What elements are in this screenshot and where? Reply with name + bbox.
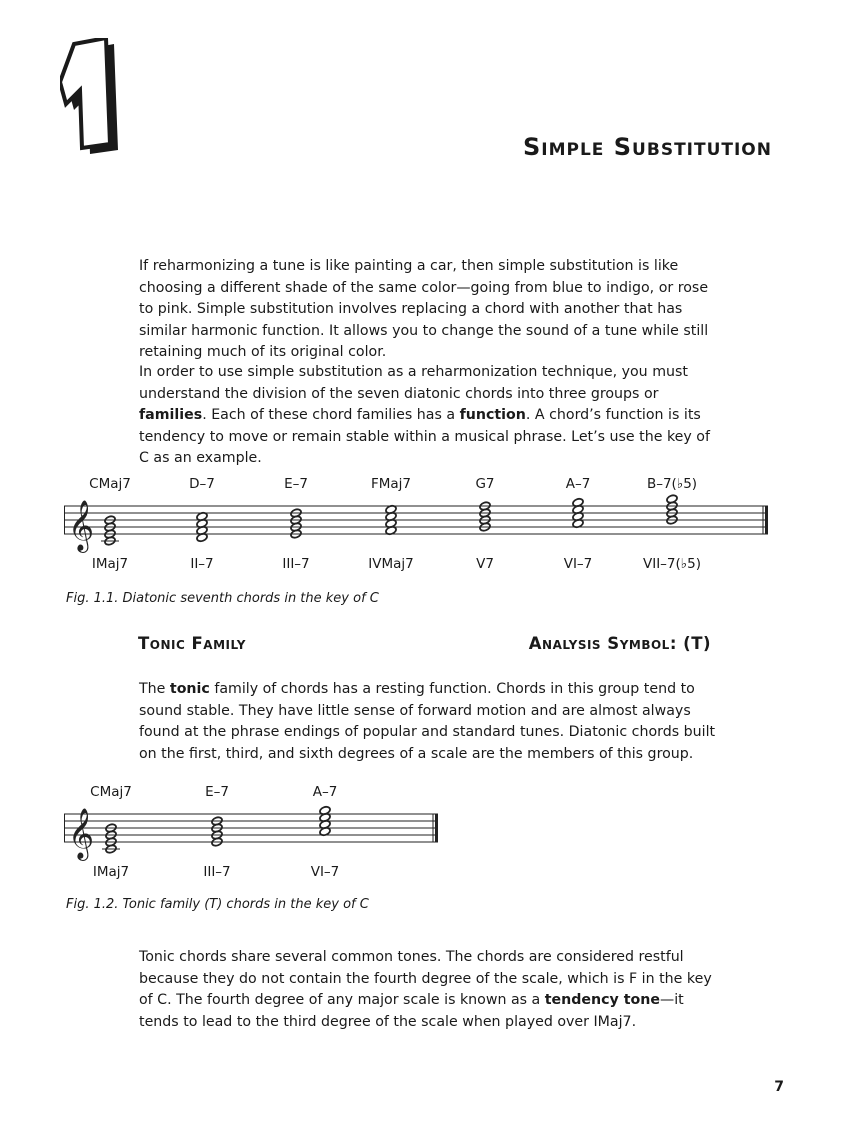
roman-numeral: VI–7 xyxy=(563,556,593,572)
roman-numeral: III–7 xyxy=(203,864,231,880)
chord-symbol: E–7 xyxy=(205,784,229,800)
tonic-paragraph: The tonic family of chords has a resting function. Chords in this group tend to sound stable. They have little sense of forward motion and are almost always found at the phrase endings of popular and standard tunes. Diatonic chords built on the first, third, and sixth degrees of a scale are the members of this group. xyxy=(139,681,716,762)
figure-tonic-family-chords xyxy=(64,778,440,888)
roman-numeral: IVMaj7 xyxy=(368,556,414,572)
chapter-title: Simple Substitution xyxy=(522,133,772,161)
chord-symbol: G7 xyxy=(475,476,495,492)
roman-numeral: III–7 xyxy=(282,556,310,572)
roman-numeral: VI–7 xyxy=(310,864,340,880)
roman-numeral: V7 xyxy=(476,556,494,572)
chord-symbol: E–7 xyxy=(284,476,308,492)
treble-clef-icon: 𝄞 xyxy=(68,500,95,551)
chord-symbol: A–7 xyxy=(565,476,591,492)
roman-numeral: II–7 xyxy=(190,556,214,572)
figure-1-caption: Fig. 1.1. Diatonic seventh chords in the key of C xyxy=(66,591,379,606)
chord-symbol: FMaj7 xyxy=(370,476,412,492)
chapter-number xyxy=(60,38,124,162)
chord-symbol: A–7 xyxy=(312,784,338,800)
intro-paragraph-2: In order to use simple substitution as a reharmonization technique, you must understand the division of the seven diatonic chords into three groups or families. Each of these chord families has a function. A chord’s function is its tendency to move or remain stable within a musical phrase. Let’s use the key of C as an example. xyxy=(139,364,710,466)
chord-symbol: B–7(♭5) xyxy=(646,476,698,492)
page-number: 7 xyxy=(774,1079,784,1095)
intro-paragraph-1: If reharmonizing a tune is like painting a car, then simple substitution is like choosing a different shade of the same color—going from blue to indigo, or rose to pink. Simple substitution involves replacing a chord with another that has similar harmonic function. It allows you to change the sound of a tune while still retaining much of its original color. xyxy=(139,258,709,360)
treble-clef-icon: 𝄞 xyxy=(68,808,95,859)
chord-symbol: CMaj7 xyxy=(89,476,131,492)
figure-diatonic-seventh-chords xyxy=(64,470,770,582)
analysis-symbol-heading: Analysis Symbol: (T) xyxy=(528,634,711,653)
chord-symbol: CMaj7 xyxy=(90,784,132,800)
roman-numeral: IMaj7 xyxy=(92,864,130,880)
chord-symbol: D–7 xyxy=(189,476,215,492)
section-heading-tonic-family: Tonic Family xyxy=(138,634,246,653)
figure-2-caption: Fig. 1.2. Tonic family (T) chords in the key of C xyxy=(66,897,369,912)
roman-numeral: VII–7(♭5) xyxy=(642,556,702,572)
roman-numeral: IMaj7 xyxy=(91,556,129,572)
closing-paragraph: Tonic chords share several common tones. The chords are considered restful because they do not contain the fourth degree of the scale, which is F in the key of C. The fourth degree of any major scale is known as a tendency tone—it tends to lead to the third degree of the scale when played over IMaj7. xyxy=(139,949,712,1030)
